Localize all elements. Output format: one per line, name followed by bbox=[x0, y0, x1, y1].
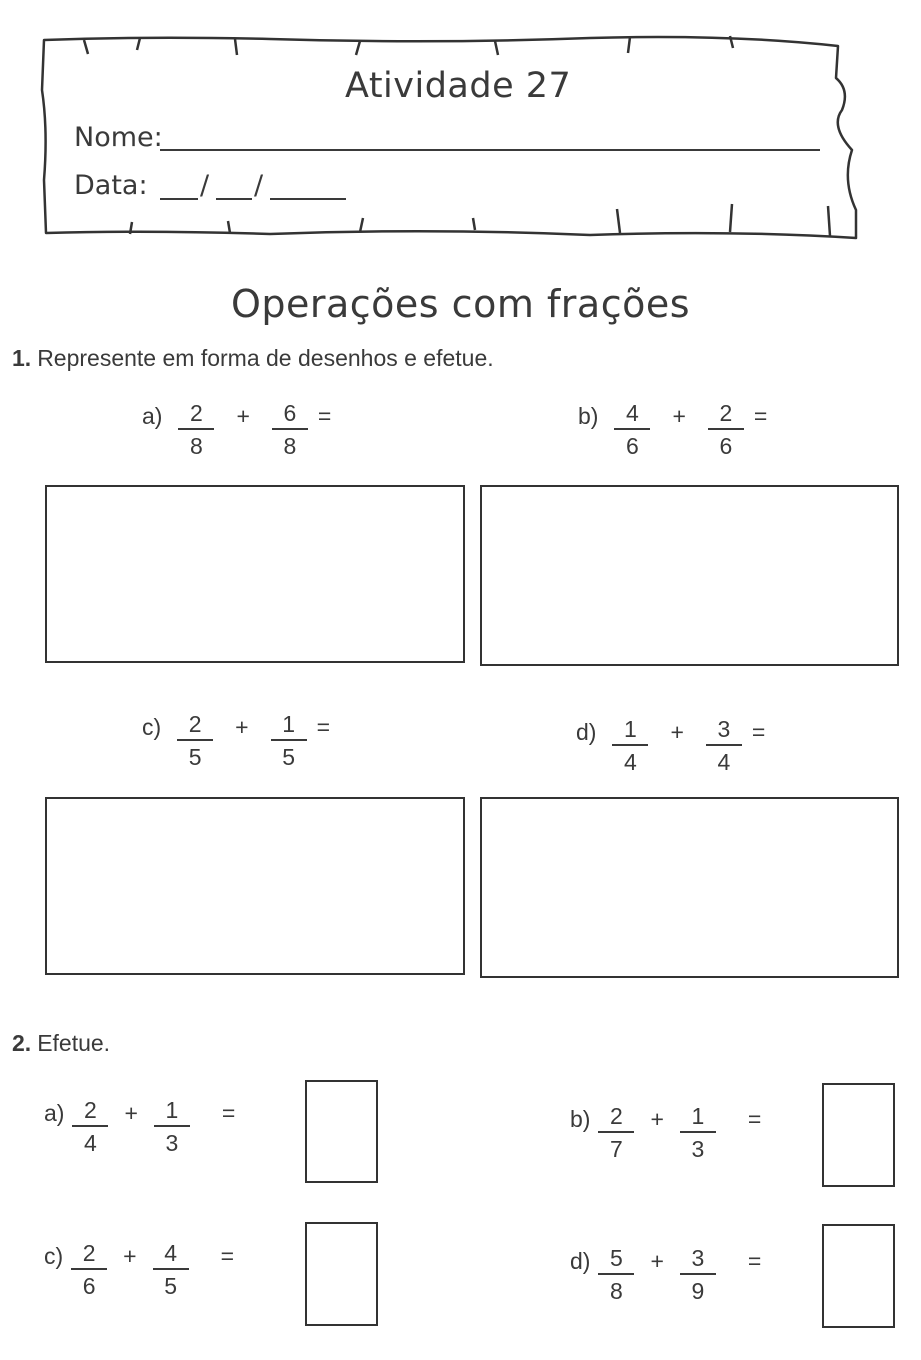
date-day-line[interactable] bbox=[160, 198, 198, 200]
fraction-1 bbox=[72, 1097, 108, 1157]
numerator: 2 bbox=[72, 1097, 108, 1127]
denominator: 7 bbox=[610, 1136, 623, 1162]
fraction-2 bbox=[271, 711, 307, 771]
numerator: 4 bbox=[153, 1240, 189, 1270]
denominator: 8 bbox=[283, 433, 297, 459]
item-label: d) bbox=[570, 1247, 591, 1274]
question-1-instruction: Represente em forma de desenhos e efetue. bbox=[37, 345, 494, 371]
fraction-1 bbox=[614, 400, 650, 460]
item-label: a) bbox=[44, 1099, 65, 1126]
denominator: 4 bbox=[624, 749, 637, 775]
q2-item-a-answer-box[interactable] bbox=[305, 1080, 378, 1183]
plus-operator: + bbox=[650, 1248, 664, 1274]
fraction-1 bbox=[177, 711, 213, 771]
item-label: c) bbox=[44, 1242, 64, 1269]
fraction-2 bbox=[680, 1245, 716, 1305]
numerator: 1 bbox=[680, 1103, 716, 1133]
q1-item-a-drawing-box[interactable] bbox=[45, 485, 465, 663]
question-2-number: 2. bbox=[12, 1030, 32, 1056]
plus-operator: + bbox=[672, 403, 686, 429]
equals-sign: = bbox=[753, 403, 768, 429]
fraction-1 bbox=[598, 1103, 634, 1163]
plus-operator: + bbox=[236, 403, 250, 429]
date-month-line[interactable] bbox=[216, 198, 252, 200]
q2-item-b-answer-box[interactable] bbox=[822, 1083, 895, 1187]
plus-operator: + bbox=[123, 1243, 137, 1269]
numerator: 3 bbox=[680, 1245, 716, 1275]
equals-sign: = bbox=[747, 1248, 762, 1274]
fraction-2 bbox=[706, 716, 742, 776]
item-label: a) bbox=[142, 402, 163, 429]
name-input-line[interactable] bbox=[160, 149, 820, 151]
numerator: 2 bbox=[708, 400, 744, 430]
denominator: 8 bbox=[190, 433, 203, 459]
denominator: 9 bbox=[691, 1278, 705, 1304]
q1-item-b-drawing-box[interactable] bbox=[480, 485, 899, 666]
date-year-line[interactable] bbox=[270, 198, 346, 200]
numerator: 1 bbox=[154, 1097, 190, 1127]
equals-sign: = bbox=[747, 1106, 762, 1132]
equals-sign: = bbox=[317, 403, 332, 429]
plus-operator: + bbox=[124, 1100, 138, 1126]
q1-item-b-expression bbox=[578, 400, 767, 460]
numerator: 4 bbox=[614, 400, 650, 430]
denominator: 8 bbox=[610, 1278, 623, 1304]
activity-title: Atividade 27 bbox=[345, 66, 572, 106]
date-separator-1: / bbox=[200, 170, 210, 201]
question-2-heading bbox=[12, 1030, 110, 1057]
q2-item-d-expression bbox=[570, 1245, 761, 1305]
q1-item-a-expression bbox=[142, 400, 331, 460]
q1-item-c-drawing-box[interactable] bbox=[45, 797, 465, 975]
denominator: 6 bbox=[82, 1273, 96, 1299]
equals-sign: = bbox=[220, 1243, 235, 1269]
denominator: 3 bbox=[165, 1130, 179, 1156]
numerator: 2 bbox=[598, 1103, 634, 1133]
q1-item-d-drawing-box[interactable] bbox=[480, 797, 899, 978]
fraction-2 bbox=[153, 1240, 189, 1300]
numerator: 6 bbox=[272, 400, 308, 430]
denominator: 3 bbox=[691, 1136, 705, 1162]
numerator: 5 bbox=[598, 1245, 634, 1275]
plus-operator: + bbox=[235, 714, 249, 740]
q1-item-c-expression bbox=[142, 711, 330, 771]
fraction-1 bbox=[71, 1240, 107, 1300]
denominator: 5 bbox=[282, 744, 295, 770]
fraction-2 bbox=[680, 1103, 716, 1163]
equals-sign: = bbox=[316, 714, 331, 740]
fraction-1 bbox=[598, 1245, 634, 1305]
equals-sign: = bbox=[221, 1100, 236, 1126]
item-label: b) bbox=[570, 1105, 591, 1132]
q2-item-b-expression bbox=[570, 1103, 761, 1163]
q1-item-d-expression bbox=[576, 716, 765, 776]
worksheet-title: Operações com frações bbox=[230, 282, 691, 326]
date-label: Data: bbox=[74, 170, 148, 201]
plus-operator: + bbox=[650, 1106, 664, 1132]
numerator: 1 bbox=[612, 716, 648, 746]
fraction-2 bbox=[154, 1097, 190, 1157]
question-2-instruction: Efetue. bbox=[37, 1030, 111, 1056]
denominator: 4 bbox=[717, 749, 731, 775]
item-label: d) bbox=[576, 718, 597, 745]
fraction-2 bbox=[708, 400, 744, 460]
denominator: 6 bbox=[719, 433, 733, 459]
denominator: 5 bbox=[164, 1273, 177, 1299]
question-1-heading bbox=[12, 345, 494, 372]
numerator: 3 bbox=[706, 716, 742, 746]
numerator: 2 bbox=[71, 1240, 107, 1270]
q2-item-c-answer-box[interactable] bbox=[305, 1222, 378, 1326]
name-label: Nome: bbox=[74, 122, 163, 153]
question-1-number: 1. bbox=[12, 345, 32, 371]
item-label: b) bbox=[578, 402, 599, 429]
numerator: 2 bbox=[177, 711, 213, 741]
fraction-1 bbox=[178, 400, 214, 460]
denominator: 5 bbox=[188, 744, 202, 770]
plus-operator: + bbox=[670, 719, 684, 745]
denominator: 4 bbox=[84, 1130, 97, 1156]
item-label: c) bbox=[142, 713, 162, 740]
fraction-2 bbox=[272, 400, 308, 460]
numerator: 1 bbox=[271, 711, 307, 741]
q2-item-d-answer-box[interactable] bbox=[822, 1224, 895, 1328]
fraction-1 bbox=[612, 716, 648, 776]
denominator: 6 bbox=[626, 433, 639, 459]
date-separator-2: / bbox=[254, 170, 264, 201]
equals-sign: = bbox=[751, 719, 766, 745]
q2-item-c-expression bbox=[44, 1240, 234, 1300]
numerator: 2 bbox=[178, 400, 214, 430]
q2-item-a-expression bbox=[44, 1097, 235, 1157]
